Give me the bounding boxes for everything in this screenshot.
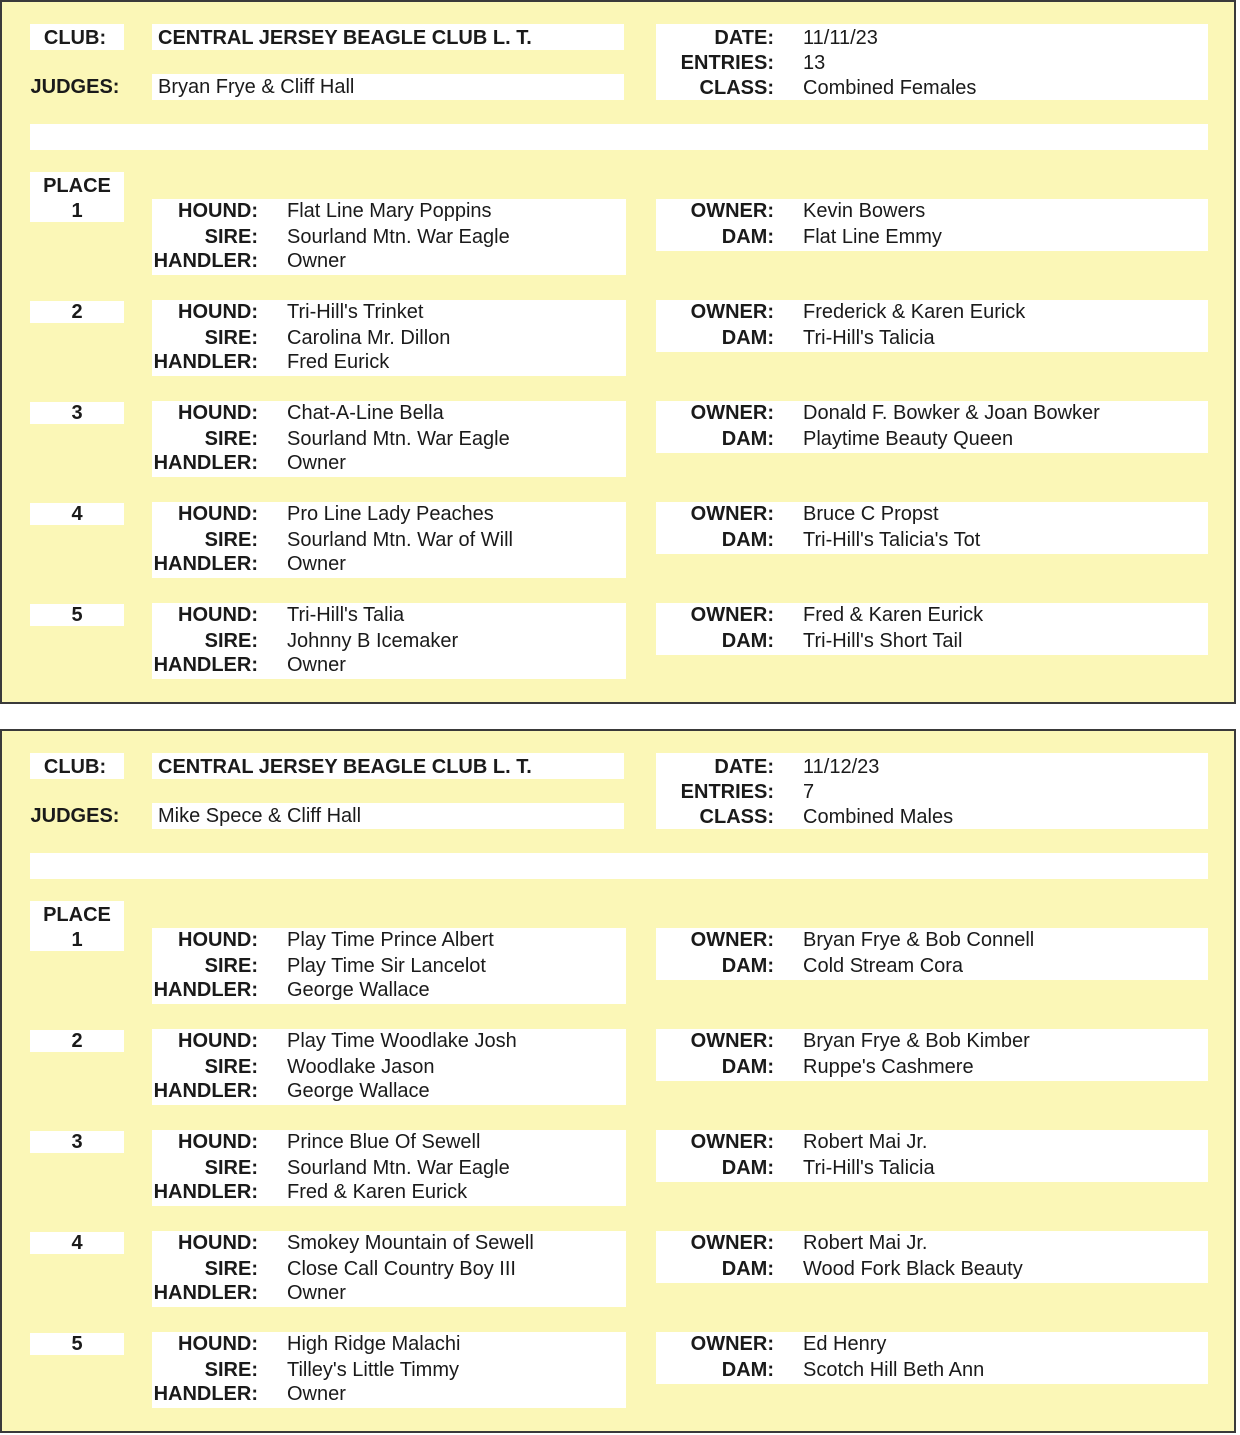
sire-label: SIRE: (204, 955, 258, 977)
owner-name: Bryan Frye & Bob Kimber (803, 1030, 1030, 1052)
entries-value: 13 (803, 52, 826, 74)
sire-name: Woodlake Jason (287, 1056, 435, 1078)
hound-name: Chat-A-Line Bella (287, 402, 444, 424)
sire-label: SIRE: (204, 428, 258, 450)
class-value: Combined Females (803, 77, 977, 99)
sire-label: SIRE: (204, 1359, 258, 1381)
owner-label: OWNER: (690, 301, 774, 323)
dam-label: DAM: (721, 955, 774, 977)
dam-label: DAM: (721, 1359, 774, 1381)
sire-label: SIRE: (204, 630, 258, 652)
dam-label: DAM: (721, 327, 774, 349)
handler-label: HANDLER: (153, 979, 258, 1001)
judges-label: JUDGES: (30, 805, 120, 827)
handler-name: George Wallace (287, 1080, 430, 1102)
dam-name: Tri-Hill's Talicia (803, 1157, 935, 1179)
owner-label: OWNER: (690, 503, 774, 525)
sire-label: SIRE: (204, 529, 258, 551)
hound-name: Smokey Mountain of Sewell (287, 1232, 534, 1254)
owner-label: OWNER: (690, 1333, 774, 1355)
handler-label: HANDLER: (153, 654, 258, 676)
sire-name: Close Call Country Boy III (287, 1258, 516, 1280)
hound-label: HOUND: (178, 1232, 258, 1254)
sire-name: Sourland Mtn. War of Will (287, 529, 513, 551)
hound-label: HOUND: (178, 301, 258, 323)
dam-name: Cold Stream Cora (803, 955, 964, 977)
dam-label: DAM: (721, 1258, 774, 1280)
handler-name: Owner (287, 452, 346, 474)
hound-label: HOUND: (178, 1030, 258, 1052)
sire-label: SIRE: (204, 1157, 258, 1179)
class-label: CLASS: (699, 806, 774, 828)
handler-label: HANDLER: (153, 1181, 258, 1203)
dam-label: DAM: (721, 1157, 774, 1179)
handler-label: HANDLER: (153, 351, 258, 373)
owner-name: Bruce C Propst (803, 503, 939, 525)
sire-label: SIRE: (204, 1056, 258, 1078)
entries-value: 7 (803, 781, 815, 803)
hound-label: HOUND: (178, 402, 258, 424)
entries-label: ENTRIES: (680, 52, 774, 74)
dam-name: Tri-Hill's Talicia's Tot (803, 529, 981, 551)
dam-name: Ruppe's Cashmere (803, 1056, 974, 1078)
sire-name: Carolina Mr. Dillon (287, 327, 451, 349)
owner-name: Fred & Karen Eurick (803, 604, 984, 626)
dam-name: Tri-Hill's Talicia (803, 327, 935, 349)
owner-label: OWNER: (690, 1131, 774, 1153)
hound-name: Tri-Hill's Trinket (287, 301, 424, 323)
handler-name: Fred Eurick (287, 351, 390, 373)
hound-name: High Ridge Malachi (287, 1333, 461, 1355)
hound-label: HOUND: (178, 604, 258, 626)
place-header: PLACE (43, 175, 111, 197)
place-number: 3 (71, 1131, 83, 1153)
hound-name: Flat Line Mary Poppins (287, 200, 492, 222)
handler-name: Owner (287, 553, 346, 575)
sire-name: Tilley's Little Timmy (287, 1359, 459, 1381)
date-value: 11/12/23 (803, 756, 880, 778)
judges-label: JUDGES: (30, 76, 120, 98)
class-label: CLASS: (699, 77, 774, 99)
place-number: 5 (71, 604, 83, 626)
owner-name: Kevin Bowers (803, 200, 926, 222)
hound-label: HOUND: (178, 200, 258, 222)
divider-bar (30, 124, 1208, 150)
dam-label: DAM: (721, 529, 774, 551)
owner-name: Frederick & Karen Eurick (803, 301, 1026, 323)
owner-label: OWNER: (690, 929, 774, 951)
handler-name: Fred & Karen Eurick (287, 1181, 468, 1203)
hound-name: Prince Blue Of Sewell (287, 1131, 481, 1153)
owner-label: OWNER: (690, 1030, 774, 1052)
owner-label: OWNER: (690, 200, 774, 222)
hound-name: Tri-Hill's Talia (287, 604, 405, 626)
result-card (0, 0, 1236, 704)
handler-name: Owner (287, 1383, 346, 1405)
dam-label: DAM: (721, 428, 774, 450)
owner-name: Bryan Frye & Bob Connell (803, 929, 1035, 951)
date-label: DATE: (714, 27, 774, 49)
place-number: 3 (71, 402, 83, 424)
club-label: CLUB: (43, 756, 107, 778)
sire-name: Play Time Sir Lancelot (287, 955, 486, 977)
class-value: Combined Males (803, 806, 954, 828)
hound-name: Play Time Prince Albert (287, 929, 494, 951)
dam-name: Scotch Hill Beth Ann (803, 1359, 985, 1381)
divider-bar (30, 853, 1208, 879)
place-number: 5 (71, 1333, 83, 1355)
date-label: DATE: (714, 756, 774, 778)
place-number: 2 (71, 301, 83, 323)
dam-name: Wood Fork Black Beauty (803, 1258, 1023, 1280)
club-label: CLUB: (43, 27, 107, 49)
owner-name: Ed Henry (803, 1333, 887, 1355)
sire-label: SIRE: (204, 1258, 258, 1280)
judges-value: Mike Spece & Cliff Hall (158, 805, 362, 827)
owner-name: Robert Mai Jr. (803, 1232, 928, 1254)
owner-name: Robert Mai Jr. (803, 1131, 928, 1153)
sire-name: Sourland Mtn. War Eagle (287, 226, 510, 248)
handler-label: HANDLER: (153, 452, 258, 474)
place-number: 4 (71, 1232, 83, 1254)
place-number: 4 (71, 503, 83, 525)
handler-name: Owner (287, 250, 346, 272)
sire-label: SIRE: (204, 327, 258, 349)
hound-label: HOUND: (178, 503, 258, 525)
place-number: 1 (71, 929, 83, 951)
handler-name: Owner (287, 654, 346, 676)
owner-label: OWNER: (690, 604, 774, 626)
place-header: PLACE (43, 904, 111, 926)
dam-label: DAM: (721, 630, 774, 652)
hound-label: HOUND: (178, 929, 258, 951)
sire-name: Sourland Mtn. War Eagle (287, 428, 510, 450)
club-name: CENTRAL JERSEY BEAGLE CLUB L. T. (158, 756, 532, 778)
place-number: 2 (71, 1030, 83, 1052)
result-card (0, 729, 1236, 1433)
sire-label: SIRE: (204, 226, 258, 248)
handler-label: HANDLER: (153, 250, 258, 272)
judges-value: Bryan Frye & Cliff Hall (158, 76, 355, 98)
dam-label: DAM: (721, 1056, 774, 1078)
handler-name: Owner (287, 1282, 346, 1304)
sire-name: Sourland Mtn. War Eagle (287, 1157, 510, 1179)
dam-label: DAM: (721, 226, 774, 248)
owner-label: OWNER: (690, 1232, 774, 1254)
handler-label: HANDLER: (153, 553, 258, 575)
dam-name: Tri-Hill's Short Tail (803, 630, 963, 652)
handler-label: HANDLER: (153, 1383, 258, 1405)
date-value: 11/11/23 (803, 27, 878, 49)
handler-label: HANDLER: (153, 1282, 258, 1304)
owner-label: OWNER: (690, 402, 774, 424)
club-name: CENTRAL JERSEY BEAGLE CLUB L. T. (158, 27, 532, 49)
hound-name: Play Time Woodlake Josh (287, 1030, 517, 1052)
owner-name: Donald F. Bowker & Joan Bowker (803, 402, 1100, 424)
handler-name: George Wallace (287, 979, 430, 1001)
entries-label: ENTRIES: (680, 781, 774, 803)
hound-name: Pro Line Lady Peaches (287, 503, 494, 525)
hound-label: HOUND: (178, 1333, 258, 1355)
dam-name: Playtime Beauty Queen (803, 428, 1014, 450)
sire-name: Johnny B Icemaker (287, 630, 459, 652)
handler-label: HANDLER: (153, 1080, 258, 1102)
dam-name: Flat Line Emmy (803, 226, 942, 248)
place-number: 1 (71, 200, 83, 222)
hound-label: HOUND: (178, 1131, 258, 1153)
